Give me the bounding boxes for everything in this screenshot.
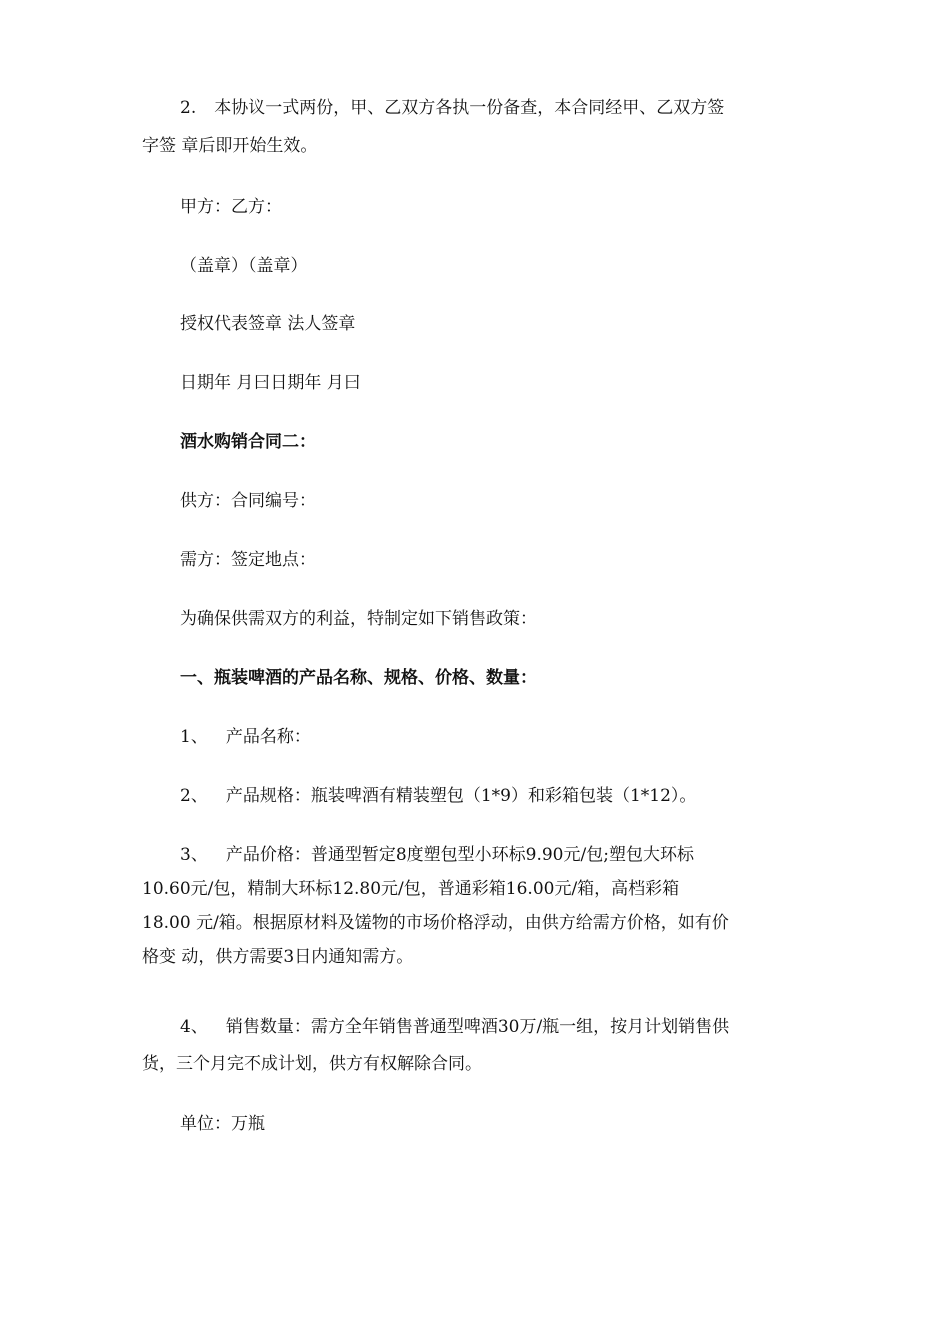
supplier-line: 供方：合同编号： bbox=[180, 491, 316, 511]
buyer-line: 需方：签定地点： bbox=[180, 550, 316, 570]
list-item-sales-quantity bbox=[180, 1010, 806, 1044]
signatures-line: 授权代表签章 法人签章 bbox=[180, 314, 356, 334]
paragraph-text-line: 本协议一式两份，甲、乙双方各执一份备查，本合同经甲、乙双方签 bbox=[214, 98, 725, 118]
intro-line: 为确保供需双方的利益，特制定如下销售政策： bbox=[180, 609, 537, 629]
list-item-number: 3、 bbox=[180, 845, 208, 865]
paragraph-text-line: 字签 章后即开始生效。 bbox=[142, 136, 318, 156]
list-item-number: 4、 bbox=[180, 1017, 208, 1037]
list-item-product-spec bbox=[180, 779, 806, 813]
section-one-heading: 一、瓶装啤酒的产品名称、规格、价格、数量： bbox=[180, 668, 537, 688]
seals-line: （盖章）（盖章） bbox=[180, 256, 308, 276]
paragraph-number: 2. bbox=[180, 98, 197, 118]
list-item-number: 1、 bbox=[180, 727, 208, 747]
list-item-sales-quantity-cont bbox=[142, 1047, 806, 1081]
list-item-number: 2、 bbox=[180, 786, 208, 806]
list-item-product-price-cont bbox=[142, 872, 806, 974]
list-item-text-line: 18.00 元/箱。根据原材料及馐物的市场价格浮动，由供方给需方价格，如有价 bbox=[142, 913, 729, 933]
paragraph-agreement-copies bbox=[142, 91, 806, 125]
list-item-text-line: 货，三个月完不成计划，供方有权解除合同。 bbox=[142, 1054, 482, 1074]
list-item-text-line: 销售数量：需方全年销售普通型啤酒30万/瓶一组，按月计划销售供 bbox=[225, 1017, 730, 1037]
list-item-text-line: 10.60元/包，精制大环标12.80元/包，普通彩箱16.00元/箱，高档彩箱 bbox=[142, 879, 680, 899]
list-item-text-line: 产品价格：普通型暂定8度塑包型小环标9.90元/包;塑包大环标 bbox=[225, 845, 694, 865]
list-item-text: 产品名称： bbox=[225, 727, 311, 747]
parties-line: 甲方：乙方： bbox=[180, 197, 282, 217]
list-item-product-name bbox=[180, 720, 806, 754]
list-item-text: 产品规格：瓶装啤酒有精装塑包（1*9）和彩箱包装（1*12）。 bbox=[225, 786, 697, 806]
list-item-product-price bbox=[180, 838, 806, 872]
contract-two-title: 酒水购销合同二： bbox=[180, 432, 316, 452]
paragraph-agreement-copies-cont bbox=[142, 129, 806, 163]
list-item-text-line: 格变 动，供方需要3日内通知需方。 bbox=[142, 947, 414, 967]
dates-line: 日期年 月曰日期年 月曰 bbox=[180, 373, 361, 393]
unit-line: 单位：万瓶 bbox=[180, 1114, 265, 1134]
